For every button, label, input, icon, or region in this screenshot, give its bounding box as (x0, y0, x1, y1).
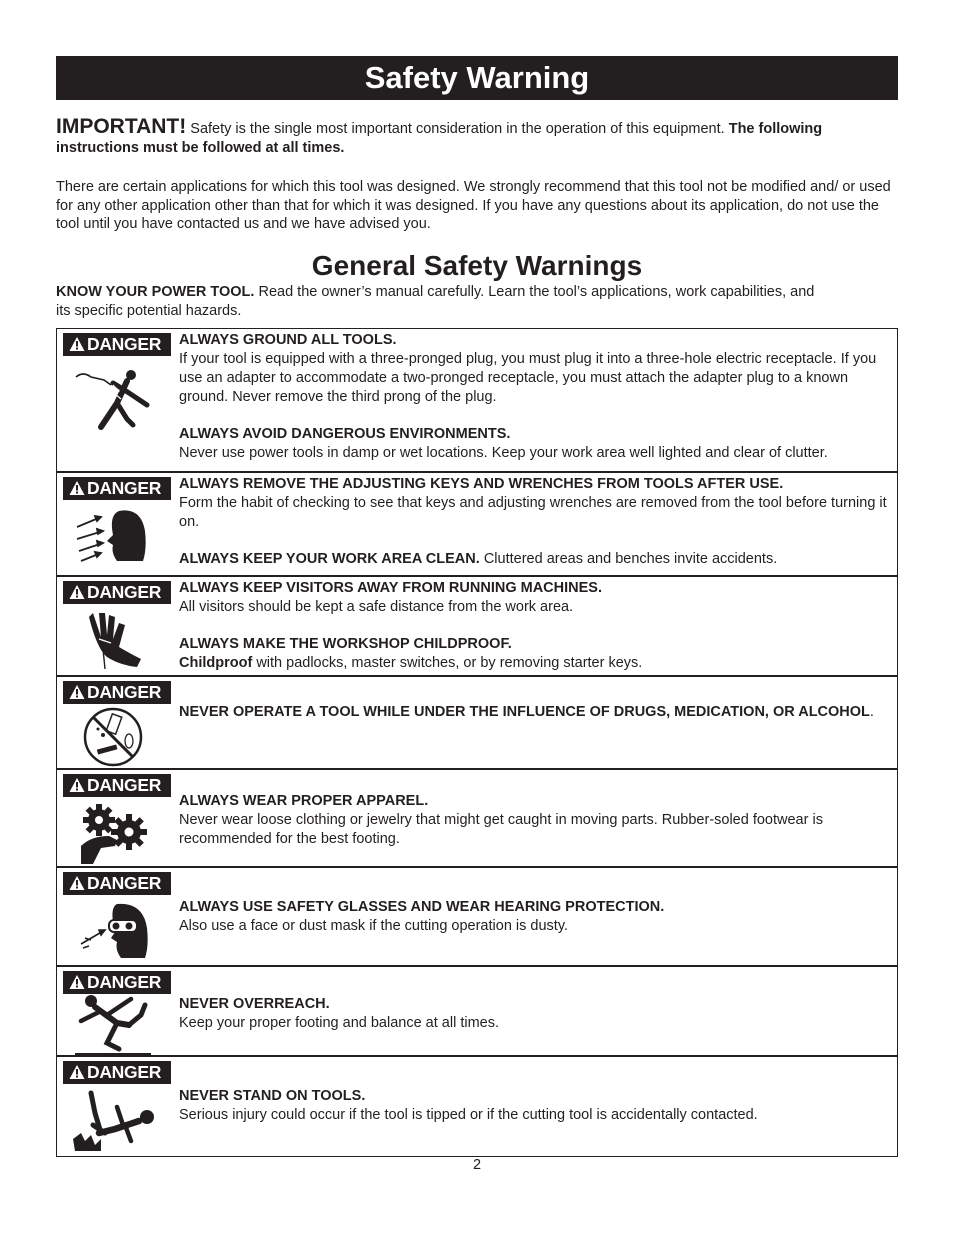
warning-row (57, 770, 897, 868)
danger-label: DANGER (87, 873, 162, 893)
know-label: KNOW YOUR POWER TOOL. (56, 284, 255, 300)
safety-glasses-head-icon (71, 900, 155, 964)
danger-label: DANGER (87, 775, 162, 795)
important-notice (56, 115, 902, 157)
warning-body: All visitors should be kept a safe distance from the work area. (179, 599, 574, 615)
warning-body-bold: Childproof (179, 655, 253, 671)
entanglement-gears-icon (71, 800, 155, 864)
warning-heading: ALWAYS KEEP VISITORS AWAY FROM RUNNING MACHINES. (179, 580, 602, 596)
warning-body: Also use a face or dust mask if the cutting operation is dusty. (179, 918, 569, 934)
danger-label: DANGER (87, 1062, 162, 1082)
warning-text (179, 331, 893, 463)
warning-heading: NEVER OPERATE A TOOL WHILE UNDER THE INFLUENCE OF DRUGS, MEDICATION, OR ALCOHOL (179, 704, 870, 720)
warning-heading: ALWAYS KEEP YOUR WORK AREA CLEAN. (179, 551, 480, 567)
warning-body: with padlocks, master switches, or by removing starter keys. (252, 655, 643, 671)
warning-heading: ALWAYS WEAR PROPER APPAREL. (179, 793, 429, 809)
warning-row (57, 577, 897, 677)
know-text: Read the owner’s manual carefully. Learn the tool’s applications, work capabilities, and its specific potential hazards. (56, 284, 815, 319)
warning-heading: NEVER OVERREACH. (179, 996, 330, 1012)
warning-text (179, 898, 893, 936)
warning-text (179, 1087, 893, 1125)
warning-body: If your tool is equipped with a three-pronged plug, you must plug it into a three-hole electric receptacle. If you use an adapter to accommodate a two-pronged receptacle, you must attach the adapter plug to a known ground. Never remove the third prong of the plug. (179, 351, 877, 405)
warning-text (179, 792, 893, 849)
danger-badge (63, 333, 171, 356)
cut-hand-icon (71, 609, 155, 673)
warning-heading: NEVER STAND ON TOOLS. (179, 1088, 366, 1104)
warning-heading: ALWAYS MAKE THE WORKSHOP CHILDPROOF. (179, 636, 512, 652)
intro-paragraph: There are certain applications for which this tool was designed. We strongly recommend that this tool not be modified and/ or used for any other application other than that for which it was designed. If you have any questions about its application, do not use the tool until you have contacted us and we have advised you. (56, 179, 891, 232)
danger-badge (63, 581, 171, 604)
electric-shock-icon (71, 367, 155, 431)
warning-body: Cluttered areas and benches invite accidents. (479, 551, 778, 567)
warning-body: Never wear loose clothing or jewelry that might get caught in moving parts. Rubber-soled footwear is recommended for the best footing. (179, 812, 823, 847)
warning-text (179, 995, 893, 1033)
warning-text (179, 703, 893, 722)
warning-heading: ALWAYS GROUND ALL TOOLS. (179, 332, 397, 348)
danger-badge (63, 971, 171, 994)
danger-badge (63, 477, 171, 500)
section-title: General Safety Warnings (311, 250, 643, 281)
warning-row (57, 473, 897, 577)
flying-debris-head-icon (71, 505, 155, 569)
danger-label: DANGER (87, 682, 162, 702)
warning-body: Keep your proper footing and balance at all times. (179, 1015, 500, 1031)
warning-row (57, 329, 897, 473)
warning-triangle-icon (69, 777, 85, 793)
no-drugs-alcohol-icon (71, 705, 155, 769)
warning-row (57, 868, 897, 967)
warning-triangle-icon (69, 684, 85, 700)
know-your-tool (56, 283, 816, 320)
warning-row (57, 1057, 897, 1156)
warning-triangle-icon (69, 480, 85, 496)
important-text: Safety is the single most important consideration in the operation of this equipment. (186, 121, 729, 137)
danger-badge (63, 774, 171, 797)
danger-label: DANGER (87, 334, 162, 354)
important-label: IMPORTANT! (56, 115, 187, 138)
danger-label: DANGER (87, 478, 162, 498)
warning-body: . (869, 704, 874, 720)
warning-text (179, 579, 893, 673)
warning-heading: ALWAYS REMOVE THE ADJUSTING KEYS AND WRENCHES FROM TOOLS AFTER USE. (179, 476, 784, 492)
important-bold-text: The following instructions must be followed at all times. (56, 121, 823, 156)
danger-label: DANGER (87, 972, 162, 992)
warning-triangle-icon (69, 336, 85, 352)
warning-triangle-icon (69, 584, 85, 600)
danger-badge (63, 681, 171, 704)
warning-row (57, 677, 897, 770)
warning-triangle-icon (69, 1064, 85, 1080)
slipping-person-icon (71, 993, 155, 1057)
page-number: 2 (472, 1157, 482, 1173)
danger-badge (63, 872, 171, 895)
warning-row (57, 967, 897, 1057)
warning-body: Serious injury could occur if the tool is tipped or if the cutting tool is accidentally contacted. (179, 1107, 758, 1123)
warning-body: Never use power tools in damp or wet locations. Keep your work area well lighted and clear of clutter. (179, 445, 828, 461)
warning-heading: ALWAYS AVOID DANGEROUS ENVIRONMENTS. (179, 426, 511, 442)
warning-body: Form the habit of checking to see that keys and adjusting wrenches are removed from the tool before turning it on. (179, 495, 887, 530)
warning-table (56, 328, 898, 1157)
danger-badge (63, 1061, 171, 1084)
warning-triangle-icon (69, 974, 85, 990)
warning-triangle-icon (69, 875, 85, 891)
falling-person-icon (71, 1089, 155, 1153)
warning-text (179, 475, 893, 569)
warning-heading: ALWAYS USE SAFETY GLASSES AND WEAR HEARING PROTECTION. (179, 899, 665, 915)
danger-label: DANGER (87, 582, 162, 602)
page-title: Safety Warning (56, 56, 898, 100)
